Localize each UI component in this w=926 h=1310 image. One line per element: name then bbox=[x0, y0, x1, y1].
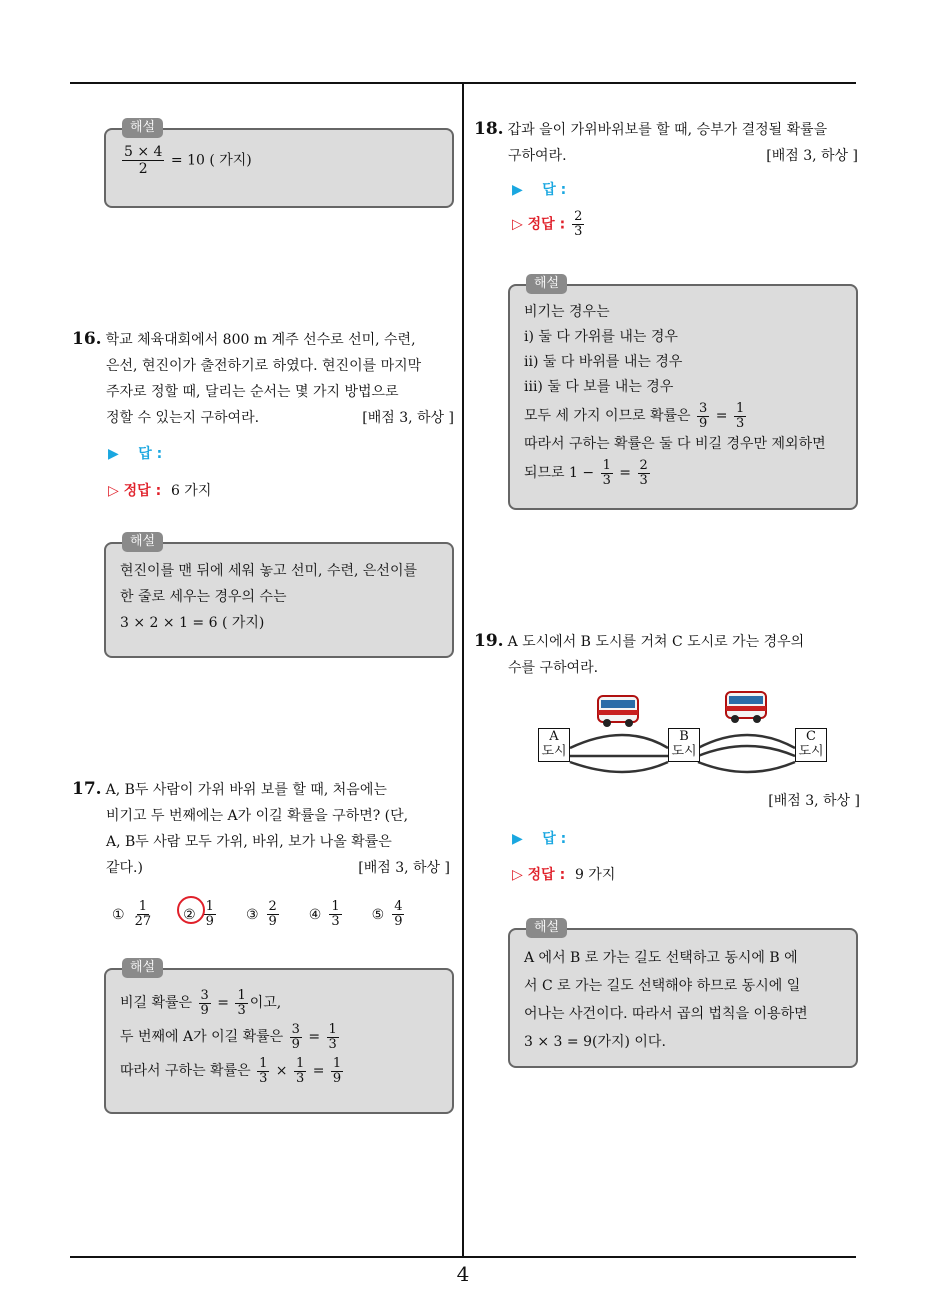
question-text: 수를 구하여라. bbox=[508, 660, 599, 676]
answer-line bbox=[512, 179, 566, 199]
selected-circle-mark bbox=[177, 896, 205, 924]
explanation-text: iii) 둘 다 보를 내는 경우 bbox=[524, 379, 674, 395]
explanation-text: 3 × 2 × 1 = 6 ( 가지) bbox=[120, 615, 265, 631]
page-number: 4 bbox=[456, 1262, 470, 1286]
city-b-box: B 도시 bbox=[668, 728, 700, 762]
answer-line bbox=[108, 443, 162, 463]
answer-line bbox=[512, 828, 566, 848]
question-text: 정할 수 있는지 구하여라. bbox=[106, 410, 260, 426]
bottom-rule bbox=[70, 1256, 856, 1258]
correct-label: 정답 : bbox=[527, 216, 566, 233]
city-a-box: A 도시 bbox=[538, 728, 570, 762]
explanation-box-16 bbox=[104, 534, 454, 658]
explanation-text: 한 줄로 세우는 경우의 수는 bbox=[120, 589, 287, 605]
explanation-line: 따라서 구하는 확률은 $\frac{1}{3}$ × $\frac{1}{3}$ = $\frac{1}{9}$ bbox=[120, 1055, 342, 1086]
play-icon: ▶ bbox=[512, 182, 523, 198]
explanation-tag: 해설 bbox=[122, 958, 163, 978]
question-text: 은선, 현진이가 출전하기로 하였다. 현진이를 마지막 bbox=[106, 358, 422, 374]
triangle-outline-icon: ▷ bbox=[108, 483, 119, 499]
route-diagram bbox=[530, 686, 840, 776]
question-text: A, B두 사람이 가위 바위 보를 할 때, 처음에는 bbox=[105, 782, 387, 798]
choice-1[interactable]: ① $\frac{1}{27}$ bbox=[112, 899, 152, 929]
play-icon: ▶ bbox=[512, 831, 523, 847]
question-18 bbox=[474, 116, 858, 169]
answer-choices bbox=[112, 900, 406, 929]
correct-fraction: $\frac{2}{3}$ bbox=[574, 209, 583, 239]
explanation-tag: 해설 bbox=[122, 118, 163, 138]
play-icon: ▶ bbox=[108, 446, 119, 462]
answer-label: 답 : bbox=[542, 182, 567, 198]
explanation-text: 3 × 3 = 9(가지) 이다. bbox=[524, 1034, 666, 1050]
explanation-text: ii) 둘 다 바위를 내는 경우 bbox=[524, 354, 683, 370]
correct-answer bbox=[108, 480, 211, 500]
answer-label: 답 : bbox=[542, 831, 567, 847]
correct-label: 정답 : bbox=[527, 867, 566, 883]
correct-value: 6 가지 bbox=[170, 483, 212, 499]
explanation-tag: 해설 bbox=[526, 918, 567, 938]
correct-value: 9 가지 bbox=[574, 867, 616, 883]
explanation-text: 서 C 로 가는 길도 선택해야 하므로 동시에 일 bbox=[524, 978, 801, 994]
city-c-box: C 도시 bbox=[795, 728, 827, 762]
answer-label: 답 : bbox=[138, 446, 163, 462]
explanation-line: 모두 세 가지 이므로 확률은 $\frac{3}{9}$ = $\frac{1}{3}$ bbox=[524, 400, 745, 431]
explanation-text: = 10 ( 가지) bbox=[170, 152, 252, 169]
question-19 bbox=[474, 628, 858, 681]
explanation-tag: 해설 bbox=[526, 274, 567, 294]
question-text: A 도시에서 B 도시를 거쳐 C 도시로 가는 경우의 bbox=[507, 634, 805, 650]
choice-2[interactable]: ② $\frac{1}{9}$ bbox=[183, 900, 218, 929]
explanation-box-19 bbox=[508, 920, 858, 1068]
question-number: 18. bbox=[474, 119, 504, 139]
correct-label: 정답 : bbox=[123, 483, 162, 499]
choice-5[interactable]: ⑤ $\frac{4}{9}$ bbox=[371, 899, 403, 929]
question-text: 학교 체육대회에서 800 m 계주 선수로 선미, 수련, bbox=[105, 332, 416, 348]
explanation-text: 따라서 구하는 확률은 둘 다 비길 경우만 제외하면 bbox=[524, 436, 826, 452]
explanation-line: 두 번째에 A가 이길 확률은 $\frac{3}{9}$ = $\frac{1}{3}$ bbox=[120, 1021, 337, 1052]
points-label: [배점 3, 하상 ] bbox=[768, 793, 860, 809]
question-number: 16. bbox=[72, 329, 102, 349]
question-number: 17. bbox=[72, 779, 102, 799]
choice-3[interactable]: ③ $\frac{2}{9}$ bbox=[245, 899, 277, 929]
correct-answer bbox=[512, 864, 615, 884]
explanation-tag: 해설 bbox=[122, 532, 163, 552]
explanation-box-18 bbox=[508, 276, 858, 510]
question-17 bbox=[72, 776, 450, 881]
explanation-box-15 bbox=[104, 120, 454, 208]
points-label: [배점 3, 하상 ] bbox=[362, 410, 454, 426]
question-16 bbox=[72, 326, 454, 431]
question-text: 비기고 두 번째에는 A가 이길 확률을 구하면? (단, bbox=[106, 808, 409, 824]
explanation-box-17 bbox=[104, 960, 454, 1114]
explanation-text: 비기는 경우는 bbox=[524, 304, 610, 320]
explanation-text: A 에서 B 로 가는 길도 선택하고 동시에 B 에 bbox=[524, 950, 798, 966]
fraction: $\frac{5 \times 4}{2}$ bbox=[124, 144, 163, 177]
points-label: [배점 3, 하상 ] bbox=[766, 148, 858, 164]
question-text: 주자로 정할 때, 달리는 순서는 몇 가지 방법으로 bbox=[106, 384, 399, 400]
explanation-text: 어나는 사건이다. 따라서 곱의 법칙을 이용하면 bbox=[524, 1006, 808, 1022]
question-text: 갑과 을이 가위바위보를 할 때, 승부가 결정될 확률을 bbox=[507, 122, 828, 138]
bus-icon bbox=[598, 696, 638, 727]
correct-answer bbox=[512, 210, 586, 239]
choice-4[interactable]: ④ $\frac{1}{3}$ bbox=[308, 899, 340, 929]
explanation-text: i) 둘 다 가위를 내는 경우 bbox=[524, 329, 678, 345]
points-label: [배점 3, 하상 ] bbox=[358, 860, 450, 876]
triangle-outline-icon: ▷ bbox=[512, 867, 523, 883]
question-text: 같다.) bbox=[106, 860, 143, 876]
explanation-line: 비길 확률은 $\frac{3}{9}$ = $\frac{1}{3}$ 이고, bbox=[120, 987, 282, 1018]
bus-icon bbox=[726, 692, 766, 723]
explanation-text: 현진이를 맨 뒤에 세워 놓고 선미, 수련, 은선이를 bbox=[120, 563, 418, 579]
triangle-outline-icon: ▷ bbox=[512, 216, 523, 233]
explanation-line: 되므로 1 − $\frac{1}{3}$ = $\frac{2}{3}$ bbox=[524, 457, 648, 488]
question-text: A, B두 사람 모두 가위, 바위, 보가 나올 확률은 bbox=[106, 834, 392, 850]
question-number: 19. bbox=[474, 631, 504, 651]
column-divider bbox=[462, 84, 464, 1258]
question-text: 구하여라. bbox=[508, 148, 567, 164]
